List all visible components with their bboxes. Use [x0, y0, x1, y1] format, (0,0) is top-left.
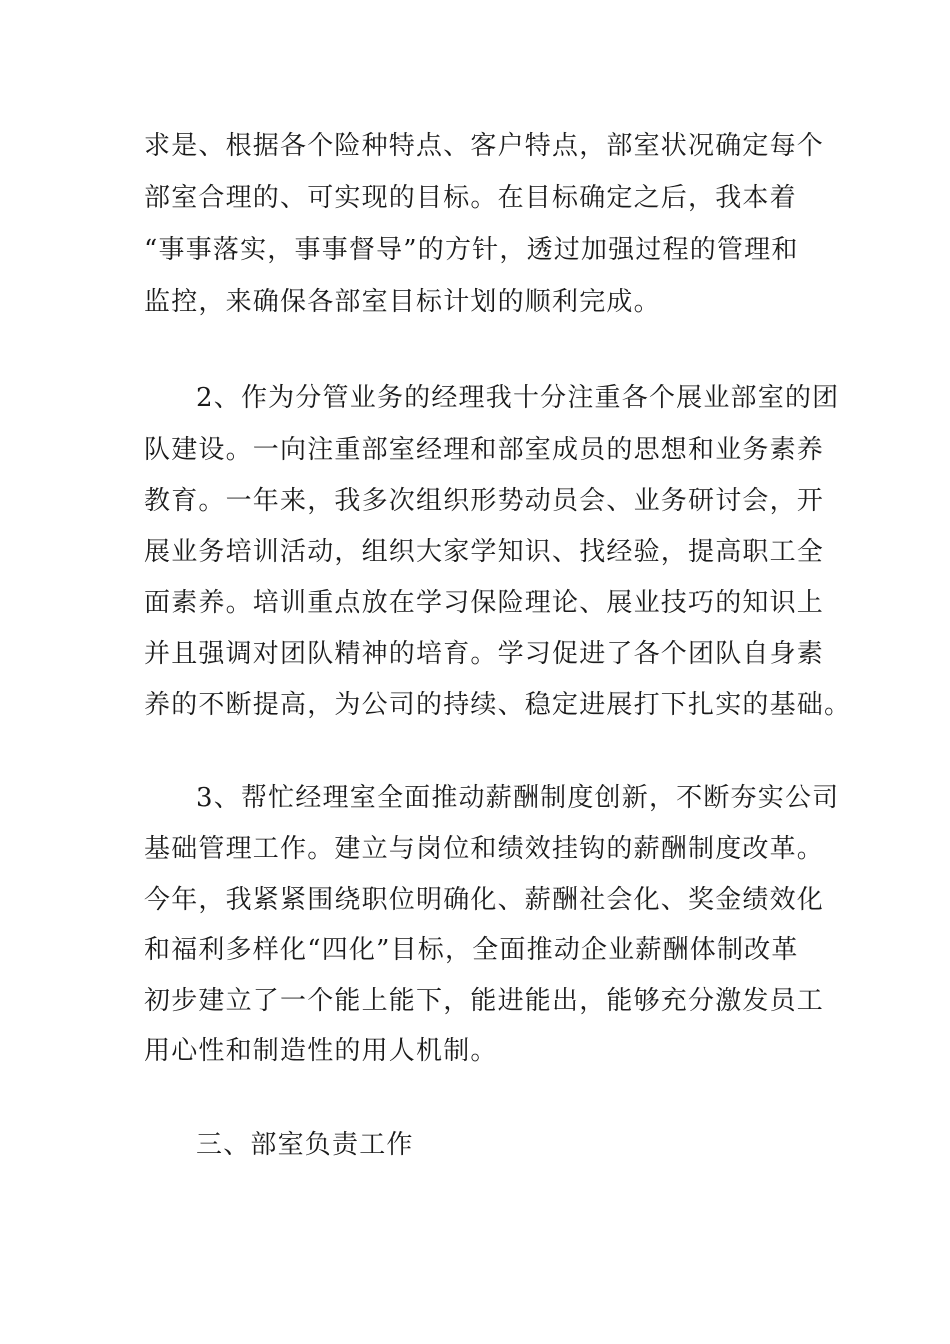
text-line: 队建设。一向注重部室经理和部室成员的思想和业务素养: [144, 435, 825, 465]
section-heading: 三、部室负责工作: [196, 1130, 414, 1160]
text-line: 和福利多样化“四化”目标，全面推动企业薪酬体制改革: [144, 935, 799, 965]
text-line: 教育。一年来，我多次组织形势动员会、业务研讨会，开: [144, 486, 825, 516]
text-line: 养的不断提高，为公司的持续、稳定进展打下扎实的基础。: [144, 690, 852, 720]
text-line: 初步建立了一个能上能下，能进能出，能够充分激发员工: [144, 986, 825, 1016]
text-line: 2、作为分管业务的经理我十分注重各个展业部室的团: [196, 383, 840, 413]
text-line: 面素养。培训重点放在学习保险理论、展业技巧的知识上: [144, 588, 825, 618]
text-line: 并且强调对团队精神的培育。学习促进了各个团队自身素: [144, 639, 825, 669]
text-line: 用心性和制造性的用人机制。: [144, 1036, 498, 1066]
text-line: 展业务培训活动，组织大家学知识、找经验，提高职工全: [144, 537, 825, 567]
text-line: “事事落实，事事督导”的方针，透过加强过程的管理和: [144, 235, 799, 265]
text-line: 今年，我紧紧围绕职位明确化、薪酬社会化、奖金绩效化: [144, 885, 825, 915]
text-line: 部室合理的、可实现的目标。在目标确定之后，我本着: [144, 183, 797, 213]
text-line: 求是、根据各个险种特点、客户特点，部室状况确定每个: [144, 131, 825, 161]
text-line: 监控，来确保各部室目标计划的顺利完成。: [144, 287, 661, 317]
text-line: 3、帮忙经理室全面推动薪酬制度创新，不断夯实公司: [196, 783, 840, 813]
text-line: 基础管理工作。建立与岗位和绩效挂钩的薪酬制度改革。: [144, 834, 825, 864]
